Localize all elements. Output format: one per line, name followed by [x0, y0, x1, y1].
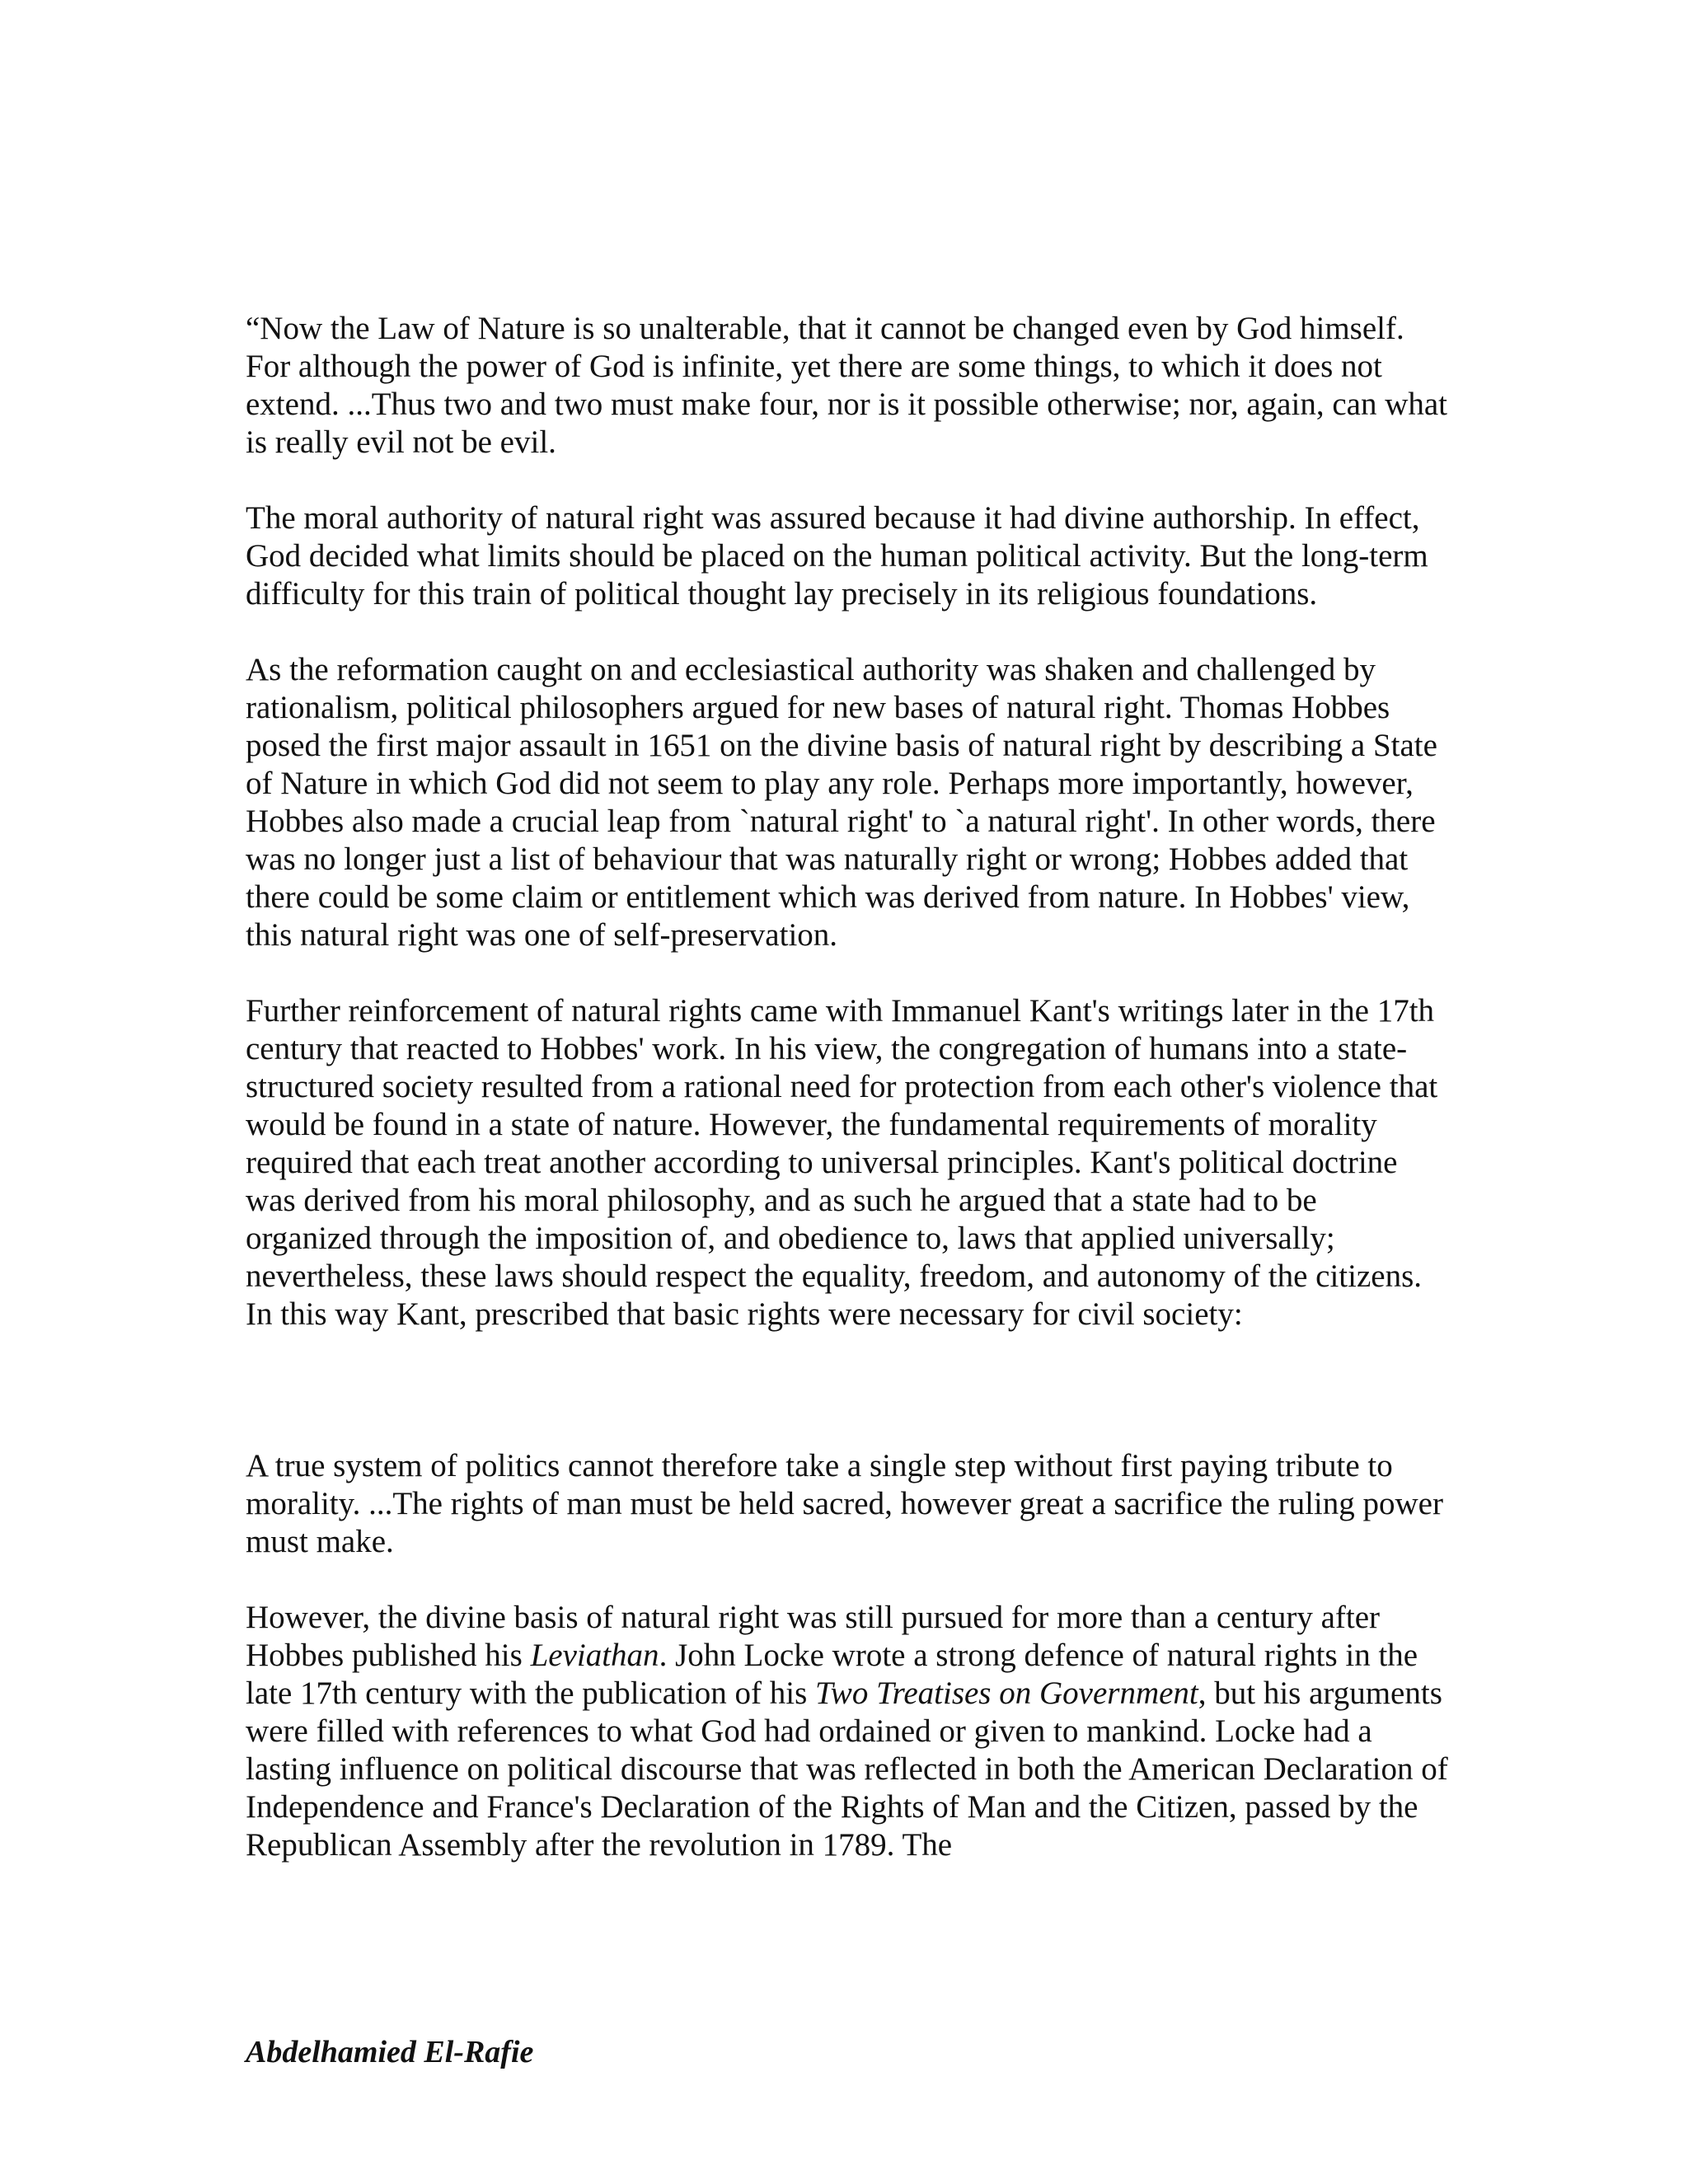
footer-author: Abdelhamied El-Rafie: [246, 2035, 534, 2069]
paragraph-locke: [246, 1599, 1449, 1864]
paragraph-kant: Further reinforcement of natural rights came with Immanuel Kant's writings later in the 17th century that reacted to Hobbes' work. In his view, the congregation of humans into a state-structured society resulted from a rational need for protection from each other's violence that would be found in a state of nature. However, the fundamental requirements of morality required that each treat another according to universal principles. Kant's political doctrine was derived from his moral philosophy, and as such he argued that a state had to be organized through the imposition of, and obedience to, laws that applied universally; nevertheless, these laws should respect the equality, freedom, and autonomy of the citizens. In this way Kant, prescribed that basic rights were necessary for civil society:: [246, 993, 1438, 1332]
two-treatises-title: Two Treatises on Government: [815, 1675, 1198, 1711]
locke-text-part-2: . John Locke wrote a strong defence of natural rights in the late 17th century with the publication of his: [246, 1638, 1418, 1711]
paragraph-hobbes: As the reformation caught on and ecclesiastical authority was shaken and challenged by rationalism, political philosophers argued for new bases of natural right. Thomas Hobbes posed the first major assault in 1651 on the divine basis of natural right by describing a State of Nature in which God did not seem to play any role. Perhaps more importantly, however, Hobbes also made a crucial leap from `natural right' to `a natural right'. In other words, there was no longer just a list of behaviour that was naturally right or wrong; Hobbes added that there could be some claim or entitlement which was derived from nature. In Hobbes' view, this natural right was one of self-preservation.: [246, 652, 1437, 953]
locke-text-part-3: , but his arguments were filled with references to what God had ordained or given to mankind. Locke had a lasting influence on political discourse that was reflected in both the American Declaration of Independence and France's Declaration of the Rights of Man and the Citizen, passed by the Republican Assembly after the revolution in 1789. The: [246, 1675, 1448, 1863]
paragraph-grotius-quote: “Now the Law of Nature is so unalterable, that it cannot be changed even by God himself. For although the power of God is infinite, yet there are some things, to which it does not extend. ...Thus two and two must make four, nor is it possible otherwise; nor, again, can what is really evil not be evil.: [246, 311, 1448, 460]
locke-text-part-1: However, the divine basis of natural right was still pursued for more than a century after Hobbes published his: [246, 1600, 1381, 1673]
leviathan-title: Leviathan: [530, 1638, 659, 1673]
document-body: [246, 310, 1449, 1902]
paragraph-moral-authority: The moral authority of natural right was assured because it had divine authorship. In effect, God decided what limits should be placed on the human political activity. But the long-term difficulty for this train of political thought lay precisely in its religious foundations.: [246, 500, 1428, 612]
paragraph-kant-quote: A true system of politics cannot therefore take a single step without first paying tribute to morality. ...The rights of man must be held sacred, however great a sacrifice the ruling power must make.: [246, 1448, 1443, 1559]
